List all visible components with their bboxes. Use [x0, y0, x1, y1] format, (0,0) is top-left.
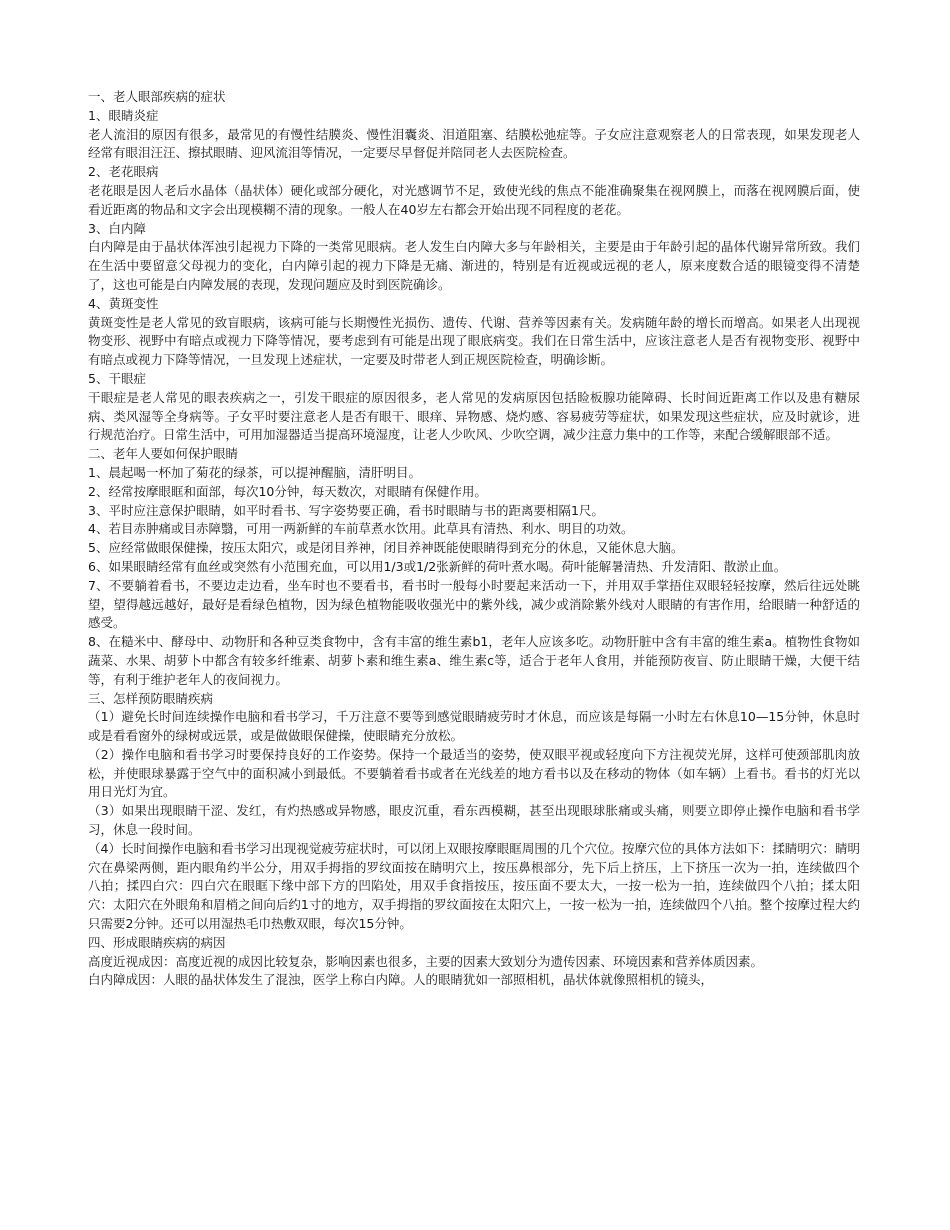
list-item: 4、若目赤肿痛或目赤障翳，可用一两新鲜的车前草煮水饮用。此草具有清热、利水、明目的功效。: [88, 521, 634, 537]
section-heading-symptoms: 一、老人眼部疾病的症状: [88, 89, 226, 104]
subheading-cataract: 3、白内障: [88, 220, 146, 236]
document-body: [88, 88, 860, 990]
list-item: 7、不要躺着看书，不要边走边看，坐车时也不要看书，看书时一般每小时要起来活动一下，并用双手掌捂住双眼轻轻按摩，然后往远处眺望，望得越远越好，最好是看绿色植物，因为绿色植物能吸收强光中的紫外线，减少或消除紫外线对人眼睛的有害作用，给眼睛一种舒适的感受。: [88, 577, 860, 631]
list-item: 3、平时应注意保护眼睛，如平时看书、写字姿势要正确，看书时眼睛与书的距离要相隔1尺。: [88, 502, 604, 518]
list-item: 6、如果眼睛经常有血丝或突然有小范围充血，可以用1/3或1/2张新鲜的荷叶煮水喝。荷叶能解暑清热、升发清阳、散淤止血。: [88, 558, 787, 574]
paragraph: 老人流泪的原因有很多，最常见的有慢性结膜炎、慢性泪囊炎、泪道阻塞、结膜松弛症等。子女应注意观察老人的日常表现，如果发现老人经常有眼泪汪汪、擦拭眼睛、迎风流泪等情况，一定要尽早督促并陪同老人去医院检查。: [88, 126, 860, 161]
list-item: （1）避免长时间连续操作电脑和看书学习，千万注意不要等到感觉眼睛疲劳时才休息，而应该是每隔一小时左右休息10—15分钟，休息时或是看看窗外的绿树或远景，或是做做眼保健操，使眼睛充分放松。: [88, 709, 860, 744]
list-item: 2、经常按摩眼眶和面部，每次10分钟，每天数次，对眼睛有保健作用。: [88, 483, 487, 499]
subheading-eye-inflammation: 1、眼睛炎症: [88, 107, 159, 123]
paragraph: 干眼症是老人常见的眼表疾病之一，引发干眼症的原因很多，老人常见的发病原因包括睑板腺功能障碍、长时间近距离工作以及患有糖尿病、类风湿等全身病等。子女平时要注意老人是否有眼干、眼痒、异物感、烧灼感、容易疲劳等症状，如果发现这些症状，应及时就诊，进行规范治疗。日常生活中，可用加湿器适当提高环境湿度，让老人少吹风、少吹空调，减少注意力集中的工作等，来配合缓解眼部不适。: [88, 389, 860, 443]
section-heading-causes: 四、形成眼睛疾病的病因: [88, 934, 226, 950]
list-item: （3）如果出现眼睛干涩、发红，有灼热感或异物感，眼皮沉重，看东西模糊，甚至出现眼球胀痛或头痛，则要立即停止操作电脑和看书学习，休息一段时间。: [88, 803, 860, 838]
list-item: 1、晨起喝一杯加了菊花的绿茶，可以提神醒脑，清肝明目。: [88, 464, 421, 480]
section-heading-protect-eyes: 二、老年人要如何保护眼睛: [88, 446, 239, 462]
paragraph: 白内障成因：人眼的晶状体发生了混浊，医学上称白内障。人的眼睛犹如一部照相机，晶状体就像照相机的镜头，: [88, 972, 714, 988]
list-item: 8、在糙米中、酵母中、动物肝和各种豆类食物中，含有丰富的维生素b1，老年人应该多吃。动物肝脏中含有丰富的维生素a。植物性食物如蔬菜、水果、胡萝卜中都含有较多纤维素、胡萝卜素和维生素a、维生素c等，适合于老年人食用，并能预防夜盲、防止眼睛干燥，大便干结等，有利于维护老年人的夜间视力。: [88, 634, 860, 687]
subheading-macular-degeneration: 4、黄斑变性: [88, 295, 159, 311]
list-item: （2）操作电脑和看书学习时要保持良好的工作姿势。保持一个最适当的姿势，使双眼平视或轻度向下方注视荧光屏，这样可使颈部肌肉放松，并使眼球暴露于空气中的面积减小到最低。不要躺着看书或者在光线差的地方看书以及在移动的物体（如车辆）上看书。看书的灯光以用日光灯为宜。: [88, 746, 860, 800]
list-item: 5、应经常做眼保健操，按压太阳穴，或是闭目养神，闭目养神既能使眼睛得到充分的休息，又能休息大脑。: [88, 540, 684, 556]
subheading-presbyopia: 2、老花眼病: [88, 164, 159, 180]
section-heading-prevention: 三、怎样预防眼睛疾病: [88, 690, 214, 706]
list-item: （4）长时间操作电脑和看书学习出现视觉疲劳症状时，可以闭上双眼按摩眼眶周围的几个穴位。按摩穴位的具体方法如下：揉睛明穴：睛明穴在鼻梁两侧，距内眼角约半公分，用双手拇指的罗纹面按在睛明穴上，按压鼻根部分，先下后上挤压，上下挤压一次为一拍，连续做四个八拍；揉四白穴：四白穴在眼眶下缘中部下方的凹陷处，用双手食指按压，按压面不要太大，一按一松为一拍，连续做四个八拍；揉太阳穴：太阳穴在外眼角和眉梢之间向后约1寸的地方，双手拇指的罗纹面按在太阳穴上，一按一松为一拍，连续做四个八拍。整个按摩过程大约只需要2分钟。还可以用湿热毛巾热敷双眼，每次15分钟。: [88, 840, 860, 932]
paragraph: 白内障是由于晶状体浑浊引起视力下降的一类常见眼病。老人发生白内障大多与年龄相关，主要是由于年龄引起的晶体代谢异常所致。我们在生活中要留意父母视力的变化，白内障引起的视力下降是无痛、渐进的，特别是有近视或远视的老人，原来度数合适的眼镜变得不清楚了，这也可能是白内障发展的表现，发现问题应及时到医院确诊。: [88, 239, 860, 292]
paragraph: 高度近视成因：高度近视的成因比较复杂，影响因素也很多，主要的因素大致划分为遗传因素、环境因素和营养体质因素。: [88, 953, 764, 969]
subheading-dry-eye: 5、干眼症: [88, 370, 146, 386]
paragraph: 老花眼是因人老后水晶体（晶状体）硬化或部分硬化，对光感调节不足，致使光线的焦点不能准确聚集在视网膜上，而落在视网膜后面，使看近距离的物品和文字会出现模糊不清的现象。一般人在40岁左右都会开始出现不同程度的老花。: [88, 182, 860, 217]
paragraph: 黄斑变性是老人常见的致盲眼病，该病可能与长期慢性光损伤、遗传、代谢、营养等因素有关。发病随年龄的增长而增高。如果老人出现视物变形、视野中有暗点或视力下降等情况，要考虑到有可能是出现了眼底病变。我们在日常生活中，应该注意老人是否有视物变形、视野中有暗点或视力下降等情况，一旦发现上述症状，一定要及时带老人到正规医院检查，明确诊断。: [88, 314, 860, 368]
